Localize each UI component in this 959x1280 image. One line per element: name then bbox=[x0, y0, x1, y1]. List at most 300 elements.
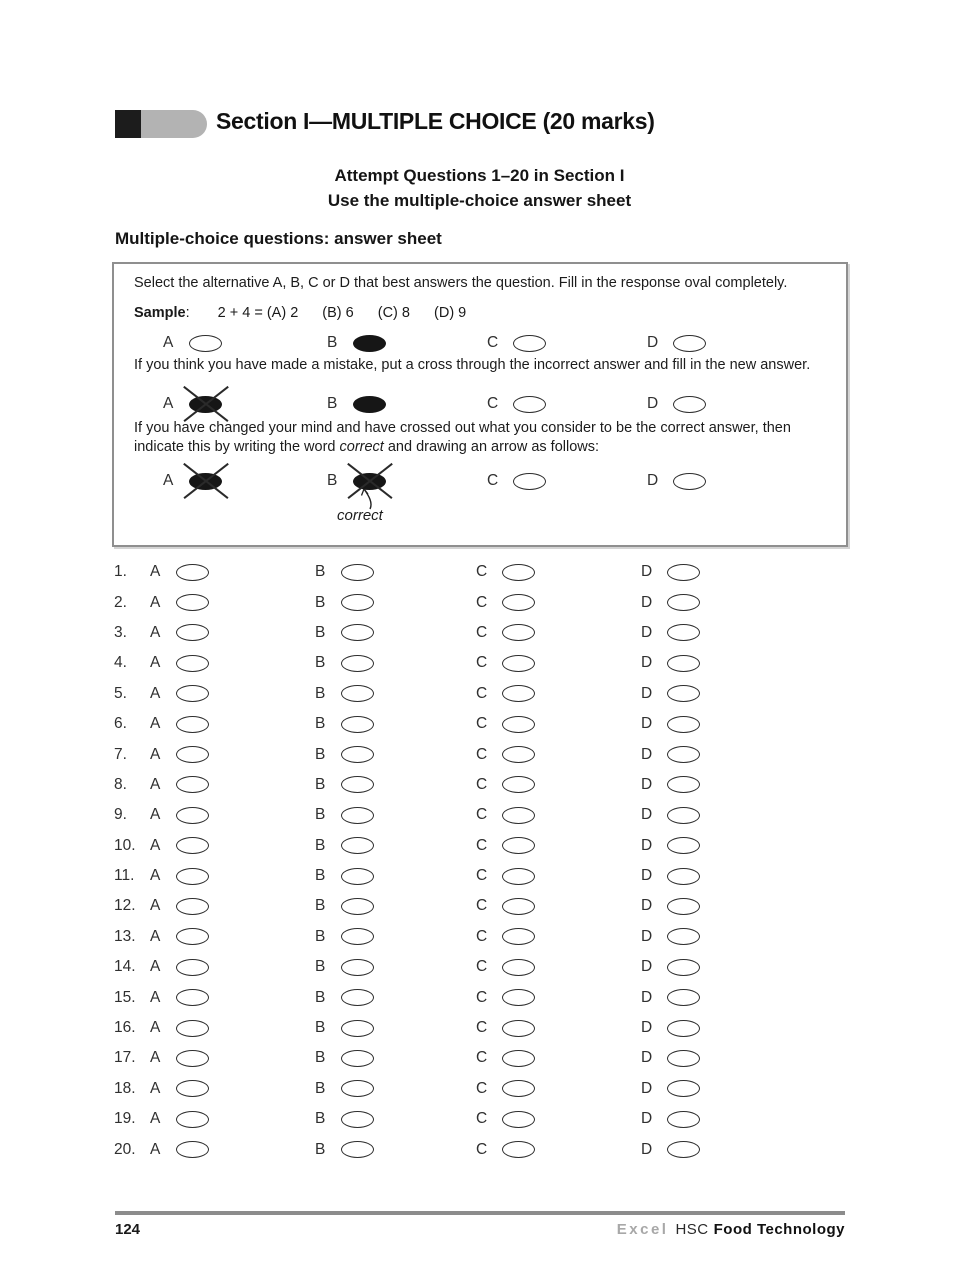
option-letter: B bbox=[315, 1019, 326, 1037]
answer-oval-a[interactable] bbox=[176, 776, 209, 793]
section-logo bbox=[115, 107, 207, 141]
answer-oval-c[interactable] bbox=[502, 989, 535, 1006]
answer-oval-a[interactable] bbox=[176, 1111, 209, 1128]
answer-oval-c[interactable] bbox=[502, 746, 535, 763]
option-cell-a bbox=[150, 897, 209, 915]
option-cell-b bbox=[315, 654, 374, 672]
answer-oval-d[interactable] bbox=[667, 776, 700, 793]
answer-oval-a[interactable] bbox=[176, 898, 209, 915]
option-cell-d bbox=[641, 654, 700, 672]
option-cell-d bbox=[641, 837, 700, 855]
option-cell-d bbox=[641, 746, 700, 764]
answer-oval-c[interactable] bbox=[502, 898, 535, 915]
option-letter: A bbox=[150, 715, 161, 733]
option-letter: C bbox=[476, 1019, 488, 1037]
option-letter: A bbox=[150, 867, 161, 885]
answer-oval-c[interactable] bbox=[502, 776, 535, 793]
option-cell-d bbox=[647, 472, 706, 490]
question-row bbox=[114, 770, 844, 800]
question-row bbox=[114, 1134, 844, 1164]
option-cell-d bbox=[641, 1019, 700, 1037]
answer-oval-b[interactable] bbox=[341, 564, 374, 581]
question-number: 17. bbox=[114, 1049, 136, 1067]
answer-oval-b[interactable] bbox=[341, 776, 374, 793]
option-cell-d bbox=[641, 1080, 700, 1098]
answer-oval-c[interactable] bbox=[502, 1020, 535, 1037]
option-cell-b bbox=[327, 334, 386, 352]
option-letter: C bbox=[476, 775, 488, 793]
option-cell-d bbox=[641, 594, 700, 612]
book-brand bbox=[617, 1221, 845, 1238]
correct-word-inline: correct bbox=[339, 439, 384, 455]
question-number: 3. bbox=[114, 623, 127, 641]
answer-oval-d[interactable] bbox=[667, 655, 700, 672]
option-letter: C bbox=[476, 563, 488, 581]
option-cell-a bbox=[150, 928, 209, 946]
option-letter: A bbox=[150, 1110, 161, 1128]
sample-line bbox=[134, 304, 826, 323]
option-letter: C bbox=[476, 836, 488, 854]
footer bbox=[115, 1221, 845, 1238]
answer-oval-c[interactable] bbox=[502, 928, 535, 945]
question-row bbox=[114, 1104, 844, 1134]
brand-book-title: Food Technology bbox=[713, 1221, 845, 1238]
option-cell-a bbox=[150, 958, 209, 976]
answer-oval-a[interactable] bbox=[176, 594, 209, 611]
answer-oval-b[interactable] bbox=[341, 959, 374, 976]
option-letter: B bbox=[315, 775, 326, 793]
option-cell-d bbox=[641, 715, 700, 733]
option-letter: B bbox=[327, 334, 338, 351]
answer-oval-c[interactable] bbox=[502, 594, 535, 611]
question-row bbox=[114, 861, 844, 891]
answer-oval-d[interactable] bbox=[667, 685, 700, 702]
answer-oval-d[interactable] bbox=[667, 1080, 700, 1097]
option-cell-a bbox=[150, 685, 209, 703]
sample-label: Sample bbox=[134, 305, 186, 321]
option-cell-c bbox=[476, 1019, 535, 1037]
answer-oval-d[interactable] bbox=[667, 1050, 700, 1067]
option-letter: B bbox=[315, 1110, 326, 1128]
answer-oval-d[interactable] bbox=[667, 746, 700, 763]
option-letter: D bbox=[647, 334, 659, 351]
option-letter: B bbox=[315, 988, 326, 1006]
option-cell-c bbox=[476, 928, 535, 946]
correct-annotation bbox=[337, 486, 417, 524]
answer-oval-a[interactable] bbox=[176, 655, 209, 672]
question-row bbox=[114, 1013, 844, 1043]
subtitle-block bbox=[0, 163, 959, 213]
option-cell-c bbox=[476, 958, 535, 976]
answer-oval-d[interactable] bbox=[667, 1141, 700, 1158]
option-cell-b bbox=[315, 594, 374, 612]
option-cell-c bbox=[476, 715, 535, 733]
option-cell-c bbox=[476, 837, 535, 855]
option-cell-c bbox=[487, 395, 546, 413]
option-letter: D bbox=[641, 897, 653, 915]
option-letter: A bbox=[150, 684, 161, 702]
answer-oval-c[interactable] bbox=[502, 1141, 535, 1158]
option-cell-c bbox=[476, 897, 535, 915]
option-cell-b bbox=[315, 715, 374, 733]
option-cell-c bbox=[476, 1049, 535, 1067]
answer-oval-b[interactable] bbox=[341, 837, 374, 854]
option-cell-d bbox=[641, 685, 700, 703]
option-letter: A bbox=[163, 395, 174, 412]
option-letter: C bbox=[476, 867, 488, 885]
option-letter: B bbox=[315, 836, 326, 854]
sample-oval-b bbox=[353, 335, 386, 352]
question-row bbox=[114, 739, 844, 769]
option-cell-b bbox=[315, 1141, 374, 1159]
option-letter: D bbox=[641, 836, 653, 854]
option-cell-c bbox=[487, 334, 546, 352]
question-row bbox=[114, 648, 844, 678]
option-cell-a bbox=[163, 472, 222, 490]
option-cell-d bbox=[641, 958, 700, 976]
question-row bbox=[114, 831, 844, 861]
option-letter: A bbox=[150, 623, 161, 641]
question-number: 6. bbox=[114, 715, 127, 733]
question-number: 19. bbox=[114, 1110, 136, 1128]
question-number: 1. bbox=[114, 563, 127, 581]
answer-oval-b[interactable] bbox=[341, 1111, 374, 1128]
option-cell-c bbox=[476, 989, 535, 1007]
option-cell-a bbox=[150, 594, 209, 612]
answer-oval-d[interactable] bbox=[667, 898, 700, 915]
answer-oval-c[interactable] bbox=[502, 1080, 535, 1097]
answer-oval-b[interactable] bbox=[341, 898, 374, 915]
answer-oval-c[interactable] bbox=[502, 868, 535, 885]
answer-oval-d[interactable] bbox=[667, 716, 700, 733]
answer-oval-d[interactable] bbox=[667, 989, 700, 1006]
option-cell-c bbox=[476, 685, 535, 703]
option-cell-d bbox=[641, 1141, 700, 1159]
question-row bbox=[114, 891, 844, 921]
sample-option-c: (C) 8 bbox=[377, 305, 410, 321]
logo-gray-pill bbox=[141, 110, 207, 138]
answer-oval-b[interactable] bbox=[341, 868, 374, 885]
answer-oval-b[interactable] bbox=[341, 1141, 374, 1158]
answer-oval-b[interactable] bbox=[341, 928, 374, 945]
option-letter: D bbox=[641, 563, 653, 581]
option-letter: A bbox=[150, 593, 161, 611]
option-cell-b bbox=[315, 837, 374, 855]
question-number: 4. bbox=[114, 654, 127, 672]
question-rows bbox=[114, 557, 844, 1165]
option-letter: B bbox=[315, 715, 326, 733]
option-cell-b bbox=[315, 1080, 374, 1098]
sample-oval-b bbox=[353, 396, 386, 413]
answer-oval-a[interactable] bbox=[176, 868, 209, 885]
subtitle-line-1: Attempt Questions 1–20 in Section I bbox=[334, 166, 625, 185]
subtitle-line-2: Use the multiple-choice answer sheet bbox=[327, 191, 632, 210]
option-letter: A bbox=[150, 1140, 161, 1158]
answer-oval-d[interactable] bbox=[667, 928, 700, 945]
option-cell-d bbox=[641, 989, 700, 1007]
option-letter: A bbox=[150, 958, 161, 976]
answer-oval-a[interactable] bbox=[176, 564, 209, 581]
question-number: 8. bbox=[114, 775, 127, 793]
question-row bbox=[114, 557, 844, 587]
option-letter: A bbox=[150, 745, 161, 763]
option-cell-a bbox=[150, 1110, 209, 1128]
option-letter: D bbox=[641, 1079, 653, 1097]
option-cell-c bbox=[476, 1110, 535, 1128]
answer-oval-d[interactable] bbox=[667, 837, 700, 854]
question-number: 13. bbox=[114, 927, 136, 945]
option-letter: A bbox=[150, 988, 161, 1006]
answer-oval-b[interactable] bbox=[341, 989, 374, 1006]
option-cell-b bbox=[315, 958, 374, 976]
answer-oval-a[interactable] bbox=[176, 807, 209, 824]
question-row bbox=[114, 1074, 844, 1104]
option-cell-b bbox=[315, 928, 374, 946]
answer-oval-b[interactable] bbox=[341, 746, 374, 763]
option-letter: C bbox=[476, 927, 488, 945]
option-cell-b bbox=[315, 563, 374, 581]
option-letter: B bbox=[315, 1140, 326, 1158]
option-letter: C bbox=[476, 1140, 488, 1158]
sample-oval-a bbox=[189, 396, 222, 413]
option-cell-b bbox=[315, 806, 374, 824]
option-letter: B bbox=[315, 684, 326, 702]
option-letter: B bbox=[315, 806, 326, 824]
answer-oval-a[interactable] bbox=[176, 685, 209, 702]
option-letter: C bbox=[476, 1110, 488, 1128]
option-letter: D bbox=[641, 684, 653, 702]
answer-oval-c[interactable] bbox=[502, 655, 535, 672]
answer-oval-d[interactable] bbox=[667, 868, 700, 885]
option-letter: C bbox=[476, 623, 488, 641]
answer-oval-a[interactable] bbox=[176, 1080, 209, 1097]
answer-oval-a[interactable] bbox=[176, 959, 209, 976]
answer-oval-c[interactable] bbox=[502, 959, 535, 976]
option-cell-a bbox=[163, 334, 222, 352]
option-letter: C bbox=[476, 715, 488, 733]
option-letter: C bbox=[476, 654, 488, 672]
option-cell-a bbox=[163, 395, 222, 413]
option-letter: D bbox=[641, 806, 653, 824]
option-cell-d bbox=[641, 897, 700, 915]
option-letter: C bbox=[476, 958, 488, 976]
answer-oval-d[interactable] bbox=[667, 959, 700, 976]
option-letter: D bbox=[641, 867, 653, 885]
option-cell-b bbox=[315, 867, 374, 885]
option-cell-a bbox=[150, 1049, 209, 1067]
option-cell-a bbox=[150, 837, 209, 855]
option-cell-c bbox=[476, 867, 535, 885]
option-cell-b bbox=[315, 624, 374, 642]
question-number: 12. bbox=[114, 897, 136, 915]
question-number: 20. bbox=[114, 1140, 136, 1158]
option-letter: D bbox=[641, 623, 653, 641]
option-cell-d bbox=[641, 776, 700, 794]
option-letter: B bbox=[327, 472, 338, 489]
option-cell-c bbox=[476, 1080, 535, 1098]
option-letter: D bbox=[641, 593, 653, 611]
sample-oval-c bbox=[513, 473, 546, 490]
option-letter: C bbox=[476, 1049, 488, 1067]
question-row bbox=[114, 922, 844, 952]
option-cell-c bbox=[487, 472, 546, 490]
option-letter: D bbox=[641, 1140, 653, 1158]
answer-oval-d[interactable] bbox=[667, 594, 700, 611]
option-letter: B bbox=[315, 654, 326, 672]
option-letter: B bbox=[315, 563, 326, 581]
answer-oval-c[interactable] bbox=[502, 807, 535, 824]
option-cell-d bbox=[641, 867, 700, 885]
answer-oval-c[interactable] bbox=[502, 624, 535, 641]
sample-oval-c bbox=[513, 335, 546, 352]
option-cell-d bbox=[647, 395, 706, 413]
answer-oval-b[interactable] bbox=[341, 1080, 374, 1097]
option-cell-a bbox=[150, 1080, 209, 1098]
answer-oval-d[interactable] bbox=[667, 807, 700, 824]
option-letter: A bbox=[150, 897, 161, 915]
answer-oval-c[interactable] bbox=[502, 1050, 535, 1067]
brand-excel: Excel bbox=[616, 1221, 669, 1238]
question-number: 2. bbox=[114, 593, 127, 611]
option-cell-a bbox=[150, 806, 209, 824]
instruction-line-2: If you think you have made a mistake, put a cross through the incorrect answer and fill in the new answer. bbox=[134, 357, 811, 373]
instruction-box bbox=[112, 262, 848, 547]
answer-oval-a[interactable] bbox=[176, 1141, 209, 1158]
option-letter: B bbox=[315, 745, 326, 763]
page-number: 124 bbox=[115, 1221, 141, 1238]
option-letter: B bbox=[315, 867, 326, 885]
answer-oval-c[interactable] bbox=[502, 1111, 535, 1128]
option-letter: B bbox=[315, 958, 326, 976]
option-letter: A bbox=[150, 1019, 161, 1037]
option-letter: D bbox=[641, 988, 653, 1006]
answer-oval-a[interactable] bbox=[176, 746, 209, 763]
answer-oval-b[interactable] bbox=[341, 716, 374, 733]
instruction-line-3: If you have changed your mind and have crossed out what you consider to be the correct answer, then indicate this by writing the word correct and drawing an arrow as follows: bbox=[134, 420, 791, 455]
answer-oval-d[interactable] bbox=[667, 1111, 700, 1128]
option-letter: A bbox=[163, 334, 174, 351]
option-letter: C bbox=[476, 806, 488, 824]
answer-oval-a[interactable] bbox=[176, 1050, 209, 1067]
answer-oval-b[interactable] bbox=[341, 1020, 374, 1037]
option-letter: B bbox=[315, 1079, 326, 1097]
answer-oval-a[interactable] bbox=[176, 837, 209, 854]
option-letter: D bbox=[641, 1110, 653, 1128]
option-letter: A bbox=[150, 927, 161, 945]
answer-oval-a[interactable] bbox=[176, 624, 209, 641]
option-letter: D bbox=[641, 775, 653, 793]
option-letter: B bbox=[315, 927, 326, 945]
sample-oval-a bbox=[189, 335, 222, 352]
sample-colon: : bbox=[185, 305, 190, 321]
answer-sheet-heading: Multiple-choice questions: answer sheet bbox=[115, 229, 442, 248]
sample-answer-row bbox=[134, 330, 826, 356]
answer-oval-b[interactable] bbox=[341, 685, 374, 702]
option-cell-b bbox=[315, 1110, 374, 1128]
answer-oval-c[interactable] bbox=[502, 716, 535, 733]
option-letter: A bbox=[150, 1079, 161, 1097]
sample-option-d: (D) 9 bbox=[434, 305, 467, 321]
answer-oval-a[interactable] bbox=[176, 989, 209, 1006]
option-letter: D bbox=[647, 472, 659, 489]
option-letter: D bbox=[647, 395, 659, 412]
option-letter: C bbox=[487, 334, 499, 351]
answer-oval-c[interactable] bbox=[502, 837, 535, 854]
answer-oval-b[interactable] bbox=[341, 1050, 374, 1067]
option-cell-c bbox=[476, 654, 535, 672]
brand-hsc: HSC bbox=[675, 1221, 709, 1238]
option-letter: B bbox=[315, 593, 326, 611]
answer-oval-c[interactable] bbox=[502, 564, 535, 581]
question-number: 9. bbox=[114, 806, 127, 824]
option-cell-b bbox=[315, 1019, 374, 1037]
answer-oval-b[interactable] bbox=[341, 594, 374, 611]
answer-oval-a[interactable] bbox=[176, 928, 209, 945]
answer-oval-a[interactable] bbox=[176, 1020, 209, 1037]
question-number: 14. bbox=[114, 958, 136, 976]
answer-oval-b[interactable] bbox=[341, 655, 374, 672]
option-cell-c bbox=[476, 746, 535, 764]
option-cell-b bbox=[315, 989, 374, 1007]
option-letter: D bbox=[641, 958, 653, 976]
question-number: 15. bbox=[114, 988, 136, 1006]
answer-oval-b[interactable] bbox=[341, 807, 374, 824]
sample-answer-row bbox=[134, 389, 826, 419]
option-cell-a bbox=[150, 654, 209, 672]
sample-oval-a bbox=[189, 473, 222, 490]
question-number: 11. bbox=[114, 867, 135, 885]
option-cell-c bbox=[476, 563, 535, 581]
option-cell-a bbox=[150, 624, 209, 642]
question-row bbox=[114, 982, 844, 1012]
answer-oval-b[interactable] bbox=[341, 624, 374, 641]
instruction-line-1: Select the alternative A, B, C or D that best answers the question. Fill in the response oval completely. bbox=[134, 275, 788, 291]
option-cell-d bbox=[641, 563, 700, 581]
question-number: 7. bbox=[114, 745, 127, 763]
answer-oval-d[interactable] bbox=[667, 624, 700, 641]
question-row bbox=[114, 800, 844, 830]
question-row bbox=[114, 709, 844, 739]
option-letter: C bbox=[476, 593, 488, 611]
option-cell-d bbox=[641, 928, 700, 946]
option-letter: D bbox=[641, 1019, 653, 1037]
sample-expression: 2 + 4 = (A) 2 bbox=[217, 305, 299, 321]
option-cell-d bbox=[641, 624, 700, 642]
answer-oval-d[interactable] bbox=[667, 1020, 700, 1037]
option-cell-d bbox=[641, 1049, 700, 1067]
answer-oval-c[interactable] bbox=[502, 685, 535, 702]
logo-black-square bbox=[115, 110, 141, 138]
option-cell-a bbox=[150, 715, 209, 733]
option-letter: D bbox=[641, 1049, 653, 1067]
option-letter: C bbox=[476, 745, 488, 763]
option-cell-c bbox=[476, 594, 535, 612]
option-letter: A bbox=[150, 654, 161, 672]
sample-oval-d bbox=[673, 335, 706, 352]
question-row bbox=[114, 952, 844, 982]
option-cell-b bbox=[315, 1049, 374, 1067]
question-number: 5. bbox=[114, 684, 127, 702]
option-cell-c bbox=[476, 776, 535, 794]
option-cell-b bbox=[315, 685, 374, 703]
option-cell-b bbox=[315, 776, 374, 794]
option-letter: C bbox=[487, 472, 499, 489]
question-row bbox=[114, 679, 844, 709]
answer-oval-a[interactable] bbox=[176, 716, 209, 733]
answer-oval-d[interactable] bbox=[667, 564, 700, 581]
option-letter: A bbox=[150, 1049, 161, 1067]
sample-option-b: (B) 6 bbox=[322, 305, 354, 321]
